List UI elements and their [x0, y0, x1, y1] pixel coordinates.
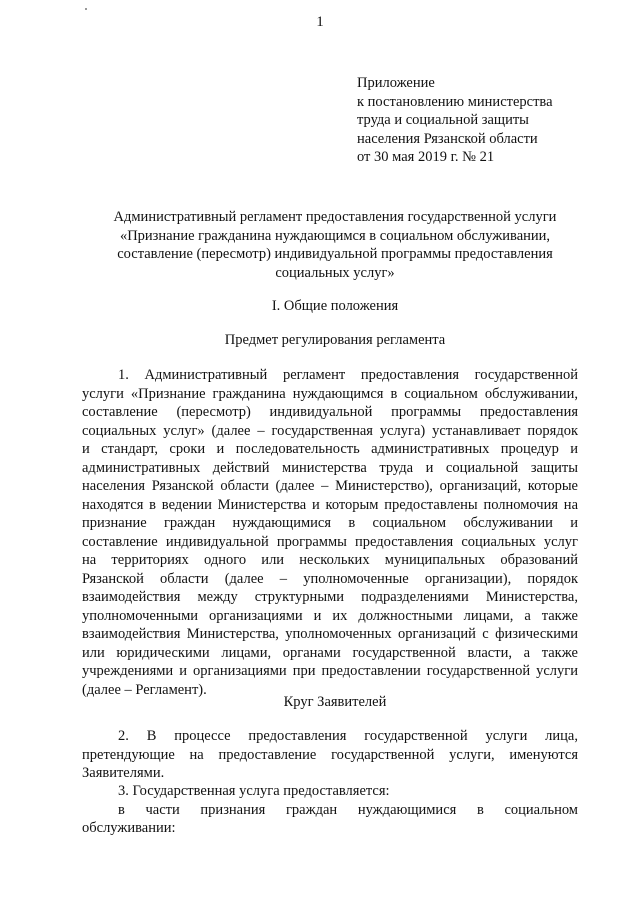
- title-line: «Признание гражданина нуждающимся в социальном обслуживании,: [119, 227, 551, 244]
- appendix-line: Приложение: [357, 75, 435, 91]
- paragraph-line: Заявителями.: [82, 765, 165, 781]
- paragraph-line: признание граждан нуждающимися в социальном обслуживании и: [82, 515, 578, 531]
- title-line: Административный регламент предоставления государственной услуги: [113, 209, 557, 225]
- paragraph-line: административных действий министерства труда и социальной защиты: [82, 459, 578, 476]
- paragraph-3: [82, 782, 578, 838]
- paragraph-line: находятся в ведении Министерства и которым предоставлены полномочия на: [82, 496, 578, 513]
- paragraph-line: составление индивидуальной программы предоставления социальных услуг: [82, 533, 578, 550]
- page-number: 1: [316, 14, 324, 30]
- appendix-line: населения Рязанской области: [357, 130, 538, 147]
- paragraph-line: 3. Государственная услуга предоставляется:: [118, 783, 390, 799]
- paragraph-line: составление (пересмотр) индивидуальной программы предоставления: [82, 404, 578, 420]
- paragraph-line: в части признания граждан нуждающимися в социальном: [118, 801, 578, 818]
- paragraph-line: социальных услуг» (далее – государственная услуга) устанавливает порядок: [82, 422, 578, 439]
- paragraph-line: (далее – Регламент).: [82, 681, 207, 698]
- paragraph-line: и стандарт, сроки и последовательность административных процедур и: [82, 441, 578, 457]
- paragraph-line: на территориях одного или нескольких муниципальных образований: [82, 552, 578, 568]
- paragraph-line: претендующие на предоставление государственной услуги, именуются: [82, 746, 578, 763]
- appendix-line: к постановлению министерства: [357, 93, 553, 110]
- subsection-heading: Круг Заявителей: [283, 694, 387, 710]
- paragraph-line: 1. Административный регламент предоставления государственной: [118, 367, 578, 383]
- section-heading: I. Общие положения: [271, 298, 399, 314]
- scan-speck: [85, 8, 87, 10]
- paragraph-2: [82, 727, 578, 783]
- paragraph-line: обслуживании:: [82, 820, 176, 836]
- appendix-block: [357, 74, 627, 167]
- paragraph-line: учреждениями и организациями при предоставлении государственной услуги: [82, 663, 578, 679]
- paragraph-line: 2. В процессе предоставления государственной услуги лица,: [118, 728, 578, 744]
- paragraph-1: [82, 366, 578, 699]
- paragraph-line: уполномоченными организациями и их должностными лицами, а также: [82, 607, 578, 624]
- paragraph-line: или юридическими лицами, органами государственной власти, а также: [82, 644, 578, 661]
- paragraph-line: Рязанской области (далее – уполномоченные организации), порядок: [82, 570, 578, 587]
- subsection-heading: Предмет регулирования регламента: [224, 332, 446, 348]
- appendix-line: труда и социальной защиты: [357, 112, 529, 128]
- title-line: социальных услуг»: [275, 264, 395, 281]
- paragraph-line: услуги «Признание гражданина нуждающимся в социальном обслуживании,: [82, 385, 578, 402]
- title-line: составление (пересмотр) индивидуальной программы предоставления: [117, 246, 553, 262]
- document-title: [80, 208, 590, 282]
- appendix-line: от 30 мая 2019 г. № 21: [357, 149, 495, 165]
- paragraph-line: населения Рязанской области (далее – Министерство), организаций, которые: [82, 478, 578, 494]
- paragraph-line: взаимодействия между структурными подразделениями Министерства,: [82, 589, 578, 605]
- paragraph-line: взаимодействия Министерства, уполномоченных организаций с физическими: [82, 626, 578, 642]
